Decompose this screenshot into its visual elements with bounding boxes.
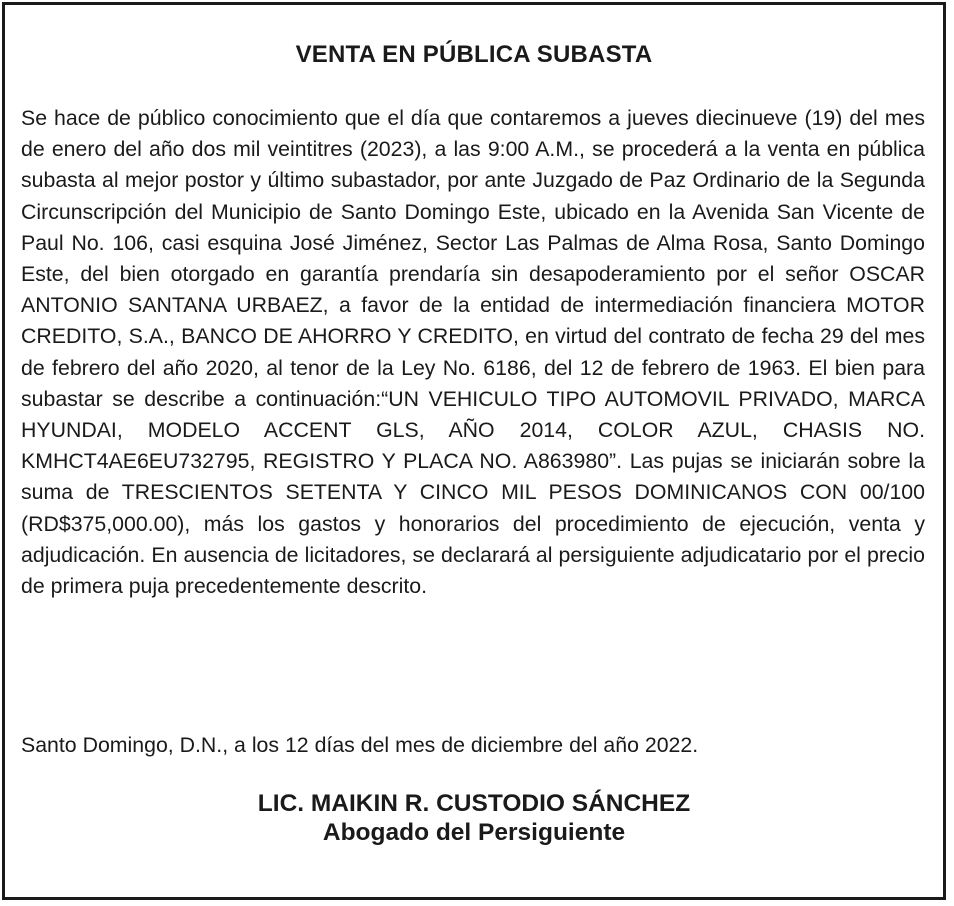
notice-body: Se hace de público conocimiento que el día que contaremos a jueves diecinueve (19) del mes de enero del año dos mil veintitres (2023), a las 9:00 A.M., se procederá a la venta en pública subasta al mejor postor y último subastador, por ante Juzgado de Paz Ordinario de la Segunda Circunscripción del Municipio de Santo Domingo Este, ubicado en la Avenida San Vicente de Paul No. 106, casi esquina José Jiménez, Sector Las Palmas de Alma Rosa, Santo Domingo Este, del bien otorgado en garantía prendaría sin desapoderamiento por el señor OSCAR ANTONIO SANTANA URBAEZ, a favor de la entidad de intermediación financiera MOTOR CREDITO, S.A., BANCO DE AHORRO Y CREDITO, en virtud del contrato de fecha 29 del mes de febrero del año 2020, al tenor de la Ley No. 6186, del 12 de febrero de 1963. El bien para subastar se describe a continuación:“UN VEHICULO TIPO AUTOMOVIL PRIVADO, MARCA HYUNDAI, MODELO ACCENT GLS, AÑO 2014, COLOR AZUL, CHASIS NO. KMHCT4AE6EU732795, REGISTRO Y PLACA NO. A863980”. Las pujas se iniciarán sobre la suma de TRESCIENTOS SETENTA Y CINCO MIL PESOS DOMINICANOS CON 00/100 (RD$375,000.00), más los gastos y honorarios del procedimiento de ejecución, venta y adjudicación. En ausencia de licitadores, se declarará al persiguiente adjudicatario por el precio de primera puja precedentemente descrito. xyxy=(21,106,925,599)
notice-date-line: Santo Domingo, D.N., a los 12 días del mes de diciembre del año 2022. xyxy=(21,733,699,757)
legal-notice-frame xyxy=(2,2,946,900)
signatory-role: Abogado del Persiguiente xyxy=(322,819,626,846)
signatory-name: LIC. MAIKIN R. CUSTODIO SÁNCHEZ xyxy=(257,790,691,817)
notice-title: VENTA EN PÚBLICA SUBASTA xyxy=(295,41,653,68)
signature-block xyxy=(5,789,943,847)
